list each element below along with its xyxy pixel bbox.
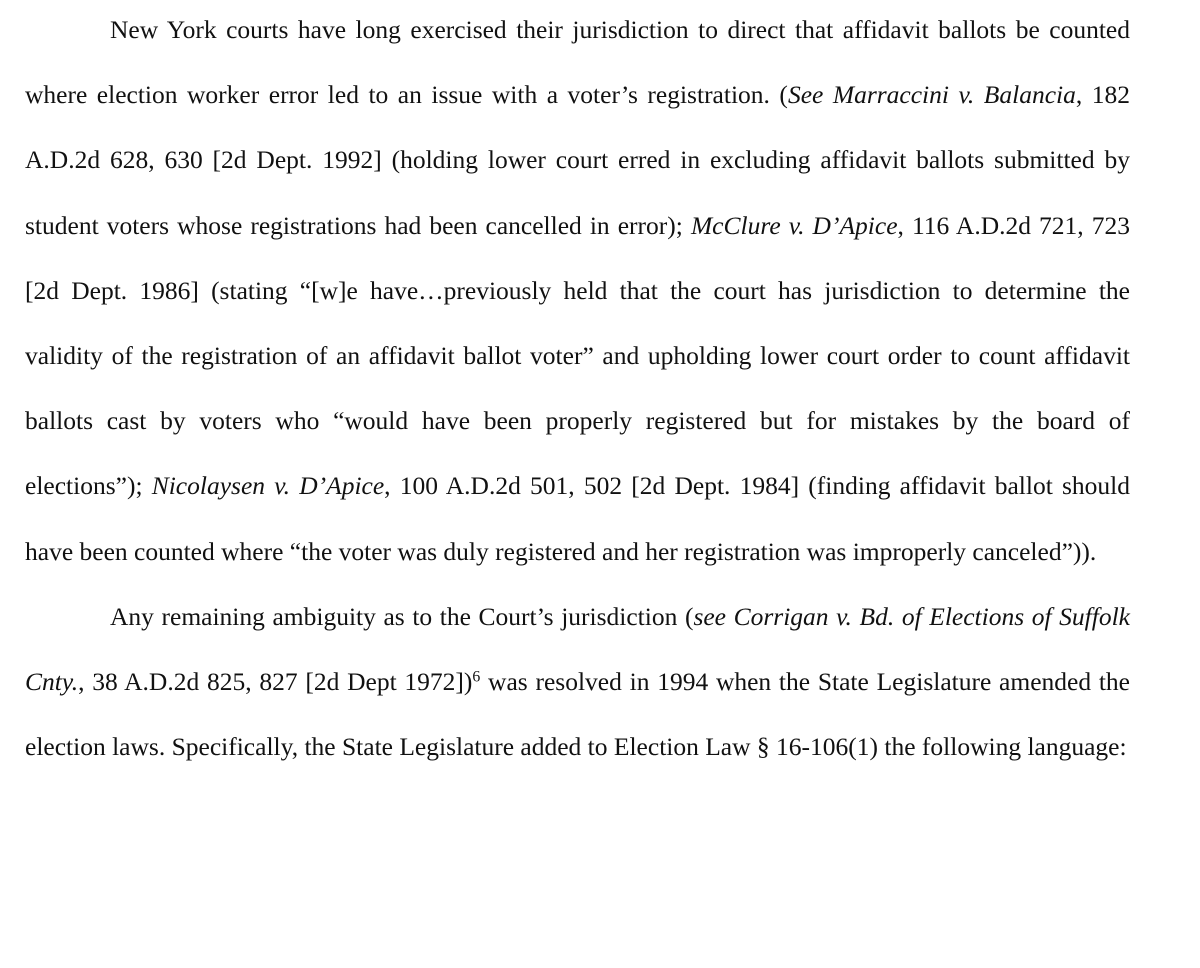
case-citation: See Marraccini v. Balancia bbox=[787, 80, 1076, 110]
paragraph-legislative-amendment bbox=[25, 584, 1130, 780]
paragraph-text: , 182 A.D.2d 628, 630 [2d Dept. 1992] (holding lower court erred in excluding affidavit ballots submitted by student voters whose registrations had been cancelled in error); bbox=[25, 80, 1130, 240]
paragraph-text: , 100 A.D.2d 501, 502 [2d Dept. 1984] (finding affidavit ballot should have been counted where “the voter was duly registered and her registration was improperly canceled”)). bbox=[25, 471, 1131, 566]
paragraph-text: Any remaining ambiguity as to the Court’s jurisdiction ( bbox=[110, 601, 694, 631]
case-citation: Nicolaysen v. D’Apice bbox=[151, 471, 385, 501]
paragraph-text: was resolved in 1994 when the State Legislature amended the election laws. Specifically, the State Legislature added to Election Law § 16-106(1) the following language: bbox=[25, 667, 1130, 762]
paragraph-text: , 38 A.D.2d 825, 827 [2d Dept 1972]) bbox=[78, 667, 473, 697]
paragraph-text: , 116 A.D.2d 721, 723 [2d Dept. 1986] (stating “[w]e have…previously held that the court has jurisdiction to determine the validity of the registration of an affidavit ballot voter” and upholding lower court order to count affidavit ballots cast by voters who “would have been properly registered but for mistakes by the board of elections”); bbox=[25, 210, 1130, 501]
footnote-marker[interactable]: 6 bbox=[472, 668, 481, 686]
case-citation: see Corrigan v. Bd. of Elections of Suffolk Cnty. bbox=[25, 601, 1130, 697]
paragraph-jurisdiction-precedent bbox=[25, 0, 1130, 584]
case-citation: McClure v. D’Apice bbox=[690, 210, 898, 240]
paragraph-text: New York courts have long exercised their jurisdiction to direct that affidavit ballots be counted where election worker error led to an issue with a voter’s registration. ( bbox=[25, 15, 1130, 110]
